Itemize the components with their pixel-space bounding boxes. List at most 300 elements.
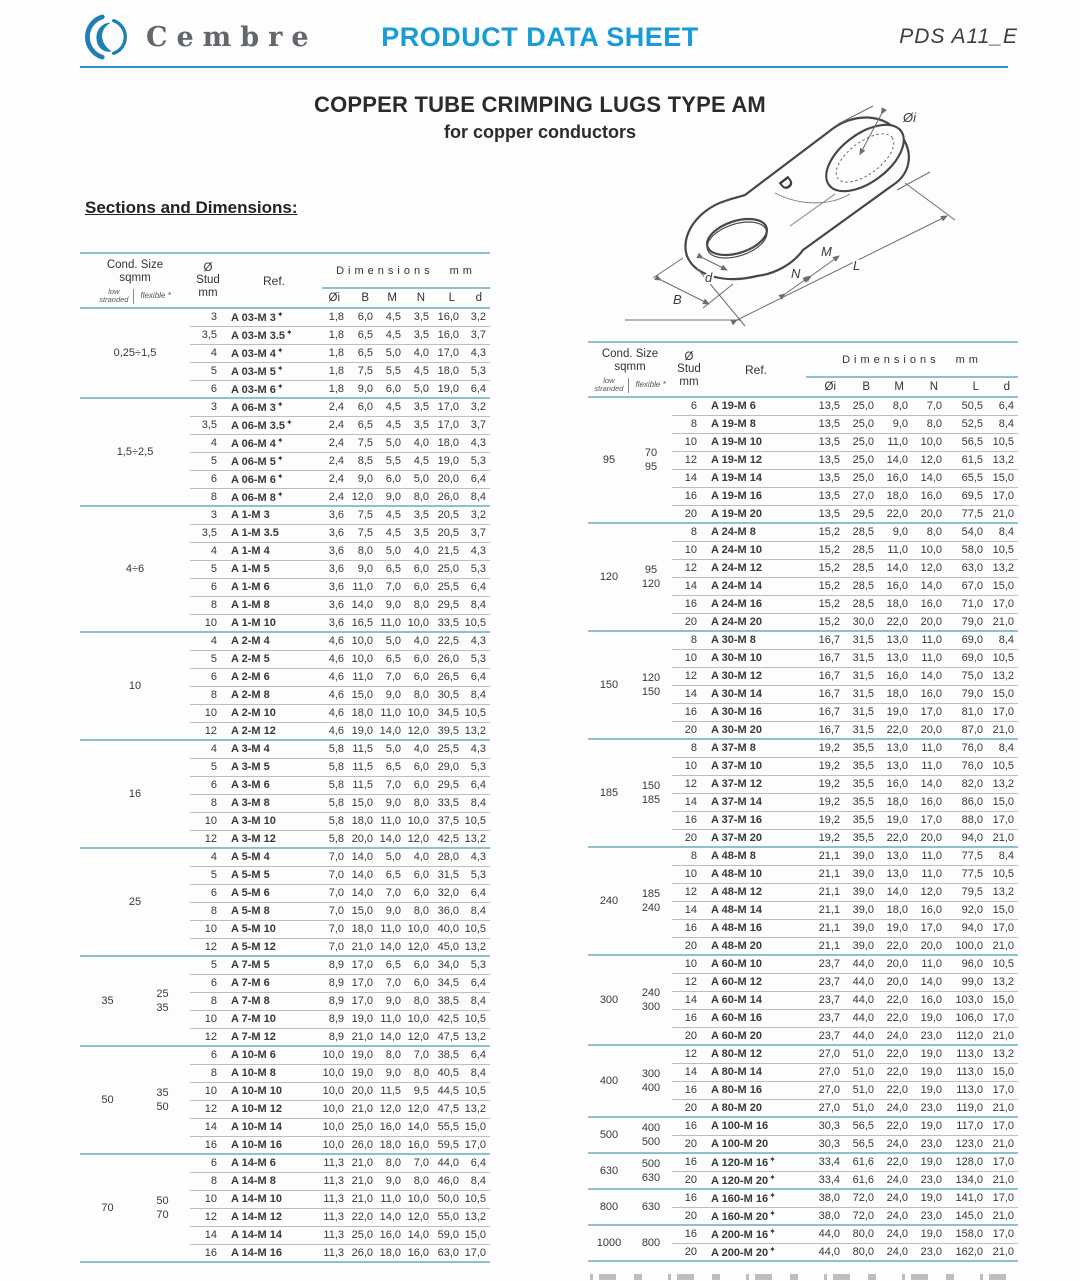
ref-cell (226, 1046, 322, 1064)
dim-value-cell: 17,0 (987, 703, 1018, 721)
dim-value-cell: 72,0 (844, 1189, 878, 1207)
dim-value-cell: 7,5 (348, 524, 377, 542)
dim-value-cell: 18,0 (377, 1244, 405, 1262)
dim-value-cell: 80,0 (844, 1225, 878, 1243)
dim-value-cell: 17,0 (433, 344, 463, 362)
ref-label: A 19-M 14 (711, 472, 762, 484)
flexible-label: flexible * (133, 289, 170, 304)
dim-value-cell: 6,4 (463, 668, 490, 686)
dim-value-cell: 15,0 (348, 794, 377, 812)
dim-value-cell: 88,0 (946, 811, 987, 829)
dim-value-cell: 13,2 (463, 1028, 490, 1046)
table-row (80, 398, 490, 416)
dim-value-cell: 11,3 (322, 1244, 348, 1262)
stud-size-cell: 14 (672, 901, 706, 919)
dim-value-cell: 16,7 (806, 685, 844, 703)
dim-value-cell: 20,0 (878, 955, 912, 973)
page-title: COPPER TUBE CRIMPING LUGS TYPE AM (314, 92, 766, 117)
stud-size-cell: 12 (672, 1045, 706, 1063)
dim-value-cell: 11,0 (912, 955, 946, 973)
dim-value-cell: 4,5 (377, 416, 405, 434)
cond-size-label: Cond. Size (106, 258, 164, 271)
dim-value-cell: 16,0 (912, 991, 946, 1009)
stud-size-cell: 20 (672, 505, 706, 523)
table-row (588, 847, 1018, 865)
dim-value-cell: 14,0 (912, 973, 946, 991)
dim-value-cell: 8,0 (405, 1064, 433, 1082)
dim-value-cell: 4,0 (405, 542, 433, 560)
ref-label: A 60-M 14 (711, 994, 762, 1006)
dim-value-cell: 9,0 (348, 380, 377, 398)
dim-value-cell: 38,0 (806, 1207, 844, 1225)
dim-value-cell: 56,5 (844, 1135, 878, 1153)
dim-value-cell: 16,7 (806, 649, 844, 667)
ref-label: A 2-M 4 (231, 635, 270, 648)
dim-value-cell: 13,2 (987, 451, 1018, 469)
dim-value-cell: 39,0 (844, 847, 878, 865)
dim-value-cell: 51,0 (844, 1099, 878, 1117)
stud-size-cell: 6 (672, 397, 706, 415)
ref-label: A 10-M 8 (231, 1067, 276, 1079)
dim-value-cell: 14,0 (377, 722, 405, 740)
ref-cell (226, 1226, 322, 1244)
dim-value-cell: 21,0 (987, 1027, 1018, 1045)
dim-value-cell: 39,0 (844, 883, 878, 901)
cond-size-low-cell: 630 (588, 1153, 630, 1189)
ref-cell (706, 505, 806, 523)
dim-value-cell: 11,5 (348, 740, 377, 758)
dim-value-cell: 8,4 (463, 488, 490, 506)
dim-value-cell: 65,5 (946, 469, 987, 487)
cond-size-cell: 1,5÷2,5 (80, 398, 190, 506)
dim-value-cell: 16,0 (912, 595, 946, 613)
stud-size-cell: 20 (672, 1099, 706, 1117)
dim-value-cell: 1,8 (322, 344, 348, 362)
dim-value-cell: 158,0 (946, 1225, 987, 1243)
cond-size-flexible-cell (630, 1153, 672, 1189)
stud-size-cell: 10 (672, 955, 706, 973)
cond-size-cell: 10 (80, 632, 190, 740)
dim-value-cell: 96,0 (946, 955, 987, 973)
dim-value-cell: 20,0 (912, 937, 946, 955)
ref-label: A 14-M 14 (231, 1229, 282, 1241)
ref-cell (226, 686, 322, 704)
dim-value-cell: 67,0 (946, 577, 987, 595)
stud-size-cell: 8 (190, 992, 226, 1010)
dim-value-cell: 11,0 (878, 433, 912, 451)
dim-value-cell: 26,0 (433, 650, 463, 668)
ref-cell (706, 595, 806, 613)
emboss-letter: D (774, 172, 798, 195)
ref-cell (706, 1099, 806, 1117)
dim-value-cell: 22,0 (878, 505, 912, 523)
dim-value-cell: 117,0 (946, 1117, 987, 1135)
table-row (80, 956, 490, 974)
dim-value-cell: 33,5 (433, 794, 463, 812)
dim-value-cell: 69,0 (946, 631, 987, 649)
table-row (588, 1225, 1018, 1243)
stud-size-cell: 6 (190, 470, 226, 488)
star-icon: ✦ (769, 1244, 776, 1254)
stud-size-cell: 4 (190, 344, 226, 362)
ref-label: A 120-M 20 (711, 1174, 769, 1187)
dim-value-cell: 15,0 (348, 902, 377, 920)
dim-value-cell: 8,4 (463, 1172, 490, 1190)
flexible-value: 800 (641, 1237, 661, 1249)
stud-size-cell: 8 (190, 488, 226, 506)
dim-value-cell: 10,5 (463, 614, 490, 632)
cond-size-flexible-cell (135, 956, 190, 1046)
dim-value-cell: 45,0 (433, 938, 463, 956)
dim-value-cell: 11,0 (912, 865, 946, 883)
cond-size-low-cell: 50 (80, 1046, 135, 1154)
ref-label: A 5-M 4 (231, 851, 270, 864)
dim-value-cell: 14,0 (377, 938, 405, 956)
dim-value-cell: 11,0 (348, 578, 377, 596)
stud-size-cell: 16 (672, 1081, 706, 1099)
dim-value-cell: 20,0 (878, 973, 912, 991)
dim-value-cell: 8,9 (322, 956, 348, 974)
dim-value-cell: 15,0 (987, 685, 1018, 703)
stud-size-cell: 20 (672, 721, 706, 739)
ref-cell (226, 1172, 322, 1190)
stud-size-cell: 8 (190, 686, 226, 704)
dim-col-l: L (433, 288, 463, 308)
dim-value-cell: 12,0 (405, 938, 433, 956)
dim-value-cell: 44,0 (844, 1027, 878, 1045)
cond-size-low-cell: 500 (588, 1117, 630, 1153)
dim-value-cell: 27,0 (806, 1081, 844, 1099)
dim-value-cell: 19,2 (806, 757, 844, 775)
dim-value-cell: 10,0 (322, 1118, 348, 1136)
dimensions-header: Dimensions mm (806, 342, 1018, 377)
dim-value-cell: 24,0 (878, 1135, 912, 1153)
ref-cell (706, 487, 806, 505)
dim-value-cell: 13,5 (806, 487, 844, 505)
ref-cell (706, 973, 806, 991)
dim-value-cell: 38,5 (433, 1046, 463, 1064)
dim-value-cell: 11,5 (348, 776, 377, 794)
dim-value-cell: 11,0 (912, 631, 946, 649)
dim-value-cell: 5,0 (377, 542, 405, 560)
dim-value-cell: 12,0 (377, 1100, 405, 1118)
dim-value-cell: 25,0 (433, 560, 463, 578)
table-row (588, 739, 1018, 757)
stud-size-cell: 5 (190, 956, 226, 974)
dim-value-cell: 12,0 (912, 559, 946, 577)
ref-label: A 48-M 10 (711, 868, 762, 880)
dim-value-cell: 44,0 (433, 1154, 463, 1172)
stud-size-cell: 14 (190, 1118, 226, 1136)
dim-value-cell: 76,0 (946, 739, 987, 757)
ref-label: A 60-M 20 (711, 1029, 762, 1042)
dim-value-cell: 13,2 (987, 775, 1018, 793)
dim-value-cell: 23,7 (806, 1009, 844, 1027)
ref-label: A 3-M 4 (231, 743, 270, 756)
table-row (588, 1189, 1018, 1207)
dim-value-cell: 22,0 (878, 1081, 912, 1099)
dim-value-cell: 10,0 (405, 1010, 433, 1028)
dim-value-cell: 6,0 (405, 758, 433, 776)
dim-value-cell: 2,4 (322, 434, 348, 452)
ref-label: A 24-M 12 (711, 562, 762, 574)
dim-value-cell: 7,0 (322, 884, 348, 902)
dim-value-cell: 29,0 (433, 758, 463, 776)
dim-value-cell: 21,1 (806, 847, 844, 865)
dim-value-cell: 22,0 (878, 829, 912, 847)
dim-value-cell: 23,7 (806, 991, 844, 1009)
stud-size-cell: 6 (190, 668, 226, 686)
dim-value-cell: 17,0 (348, 974, 377, 992)
dim-value-cell: 32,0 (433, 884, 463, 902)
dim-value-cell: 21,5 (433, 542, 463, 560)
ref-label: A 19-M 8 (711, 418, 756, 430)
dim-value-cell: 1,8 (322, 308, 348, 326)
dim-value-cell: 15,0 (987, 577, 1018, 595)
ref-label: A 06-M 6 (231, 474, 276, 486)
dim-value-cell: 16,7 (806, 667, 844, 685)
dim-value-cell: 51,0 (844, 1063, 878, 1081)
ref-cell (706, 829, 806, 847)
dim-value-cell: 22,0 (878, 1063, 912, 1081)
star-icon: ✦ (286, 328, 293, 337)
dim-value-cell: 19,0 (433, 380, 463, 398)
dim-value-cell: 17,0 (912, 919, 946, 937)
dim-value-cell: 19,0 (348, 722, 377, 740)
dim-value-cell: 11,0 (377, 812, 405, 830)
stud-size-cell: 3 (190, 398, 226, 416)
stud-size-cell: 3,5 (190, 416, 226, 434)
stud-size-cell: 3,5 (190, 326, 226, 344)
dim-value-cell: 28,5 (844, 541, 878, 559)
dim-value-cell: 6,0 (377, 470, 405, 488)
star-icon: ✦ (276, 381, 284, 391)
ref-cell (706, 451, 806, 469)
cond-size-low-cell: 800 (588, 1189, 630, 1225)
cond-size-flexible-cell (630, 739, 672, 847)
dim-label-d: d (705, 270, 713, 285)
dim-value-cell: 22,0 (878, 1117, 912, 1135)
dim-value-cell: 22,0 (348, 1208, 377, 1226)
flexible-value: 400 (641, 1122, 661, 1134)
dim-value-cell: 7,0 (405, 1046, 433, 1064)
stud-size-cell: 20 (672, 937, 706, 955)
dim-value-cell: 21,1 (806, 883, 844, 901)
ref-label: A 06-M 3.5 (231, 420, 286, 432)
dim-value-cell: 25,0 (844, 451, 878, 469)
star-icon: ✦ (276, 436, 284, 445)
stud-size-cell: 8 (190, 794, 226, 812)
ref-label: A 03-M 4 (231, 348, 276, 360)
dim-value-cell: 13,2 (463, 1100, 490, 1118)
dim-value-cell: 3,6 (322, 542, 348, 560)
ref-label: A 24-M 10 (711, 544, 762, 556)
stud-size-cell: 14 (672, 793, 706, 811)
ref-label: A 30-M 14 (711, 688, 762, 700)
dim-value-cell: 2,4 (322, 398, 348, 416)
flexible-value: 70 (644, 447, 658, 459)
ref-label: A 19-M 12 (711, 454, 762, 466)
dim-value-cell: 4,3 (463, 848, 490, 866)
dim-value-cell: 16,0 (433, 326, 463, 344)
ref-cell (706, 937, 806, 955)
dim-value-cell: 9,0 (377, 1172, 405, 1190)
stud-size-cell: 16 (672, 703, 706, 721)
cond-size-flexible-cell (630, 1225, 672, 1261)
star-icon: ✦ (276, 454, 284, 463)
dim-value-cell: 20,0 (912, 505, 946, 523)
dim-value-cell: 15,2 (806, 559, 844, 577)
dim-value-cell: 9,0 (377, 1064, 405, 1082)
dim-value-cell: 6,0 (405, 668, 433, 686)
dim-value-cell: 10,0 (405, 812, 433, 830)
ref-cell (226, 884, 322, 902)
ref-cell (706, 667, 806, 685)
ref-label: A 60-M 12 (711, 976, 762, 988)
dim-value-cell: 6,4 (463, 1154, 490, 1172)
dim-value-cell: 4,6 (322, 650, 348, 668)
ref-label: A 10-M 12 (231, 1103, 282, 1115)
dim-value-cell: 34,5 (433, 974, 463, 992)
dimensions-table-right (588, 341, 1018, 1262)
ref-label: A 1-M 3 (231, 509, 270, 522)
dim-value-cell: 13,2 (987, 973, 1018, 991)
dim-value-cell: 4,0 (405, 434, 433, 452)
dim-value-cell: 7,0 (377, 668, 405, 686)
ref-cell (226, 560, 322, 578)
ref-cell (226, 380, 322, 398)
dim-value-cell: 8,9 (322, 1028, 348, 1046)
stud-size-cell: 8 (190, 1172, 226, 1190)
dim-value-cell: 10,5 (987, 865, 1018, 883)
stud-size-cell: 14 (672, 991, 706, 1009)
ref-label: A 5-M 10 (231, 923, 276, 935)
doc-title: PRODUCT DATA SHEET (381, 22, 699, 52)
dim-value-cell: 6,0 (405, 776, 433, 794)
dim-col-n: N (405, 288, 433, 308)
dim-value-cell: 10,5 (463, 812, 490, 830)
flexible-value: 630 (641, 1201, 661, 1213)
dim-value-cell: 24,0 (878, 1099, 912, 1117)
dim-value-cell: 14,0 (348, 596, 377, 614)
dim-value-cell: 17,0 (348, 992, 377, 1010)
dim-value-cell: 44,0 (844, 1009, 878, 1027)
dim-value-cell: 99,0 (946, 973, 987, 991)
dim-value-cell: 72,0 (844, 1207, 878, 1225)
dim-value-cell: 10,5 (987, 649, 1018, 667)
dim-value-cell: 21,1 (806, 901, 844, 919)
dim-value-cell: 23,0 (912, 1027, 946, 1045)
dim-value-cell: 13,2 (463, 722, 490, 740)
dim-value-cell: 14,0 (405, 1118, 433, 1136)
ref-cell (706, 469, 806, 487)
ref-cell (706, 1153, 806, 1171)
dim-value-cell: 4,3 (463, 542, 490, 560)
star-icon: ✦ (276, 364, 284, 373)
dim-value-cell: 16,0 (878, 775, 912, 793)
stud-size-cell: 4 (190, 632, 226, 650)
dim-value-cell: 24,0 (878, 1225, 912, 1243)
ref-label: A 80-M 16 (711, 1084, 762, 1096)
table-row (80, 506, 490, 524)
dim-value-cell: 44,0 (844, 991, 878, 1009)
dim-value-cell: 13,5 (806, 415, 844, 433)
stud-size-cell: 12 (672, 667, 706, 685)
dim-value-cell: 14,0 (377, 1208, 405, 1226)
dim-value-cell: 10,5 (987, 541, 1018, 559)
dim-value-cell: 13,0 (878, 631, 912, 649)
table-row (588, 631, 1018, 649)
dim-value-cell: 59,0 (433, 1226, 463, 1244)
flexible-value: 95 (644, 461, 658, 473)
cond-size-low-cell: 120 (588, 523, 630, 631)
ref-label: A 2-M 6 (231, 671, 270, 683)
cutoff-text-fragment (590, 1274, 1018, 1280)
dim-value-cell: 27,0 (806, 1045, 844, 1063)
cond-size-low-cell: 95 (588, 397, 630, 523)
ref-label: A 24-M 16 (711, 598, 762, 610)
dim-value-cell: 20,5 (433, 506, 463, 524)
dim-value-cell: 7,0 (322, 866, 348, 884)
stud-size-cell: 12 (672, 883, 706, 901)
flexible-label: flexible * (628, 378, 665, 393)
ref-header: Ref. (706, 342, 806, 397)
dim-value-cell: 21,1 (806, 865, 844, 883)
dim-value-cell: 13,0 (878, 649, 912, 667)
flexible-value: 500 (641, 1136, 661, 1148)
ref-cell (706, 811, 806, 829)
dim-value-cell: 7,0 (322, 848, 348, 866)
dim-value-cell: 11,3 (322, 1190, 348, 1208)
ref-label: A 3-M 10 (231, 815, 276, 827)
dim-value-cell: 20,0 (348, 1082, 377, 1100)
dim-col-m: M (377, 288, 405, 308)
dim-value-cell: 14,0 (878, 451, 912, 469)
dim-value-cell: 44,5 (433, 1082, 463, 1100)
dim-value-cell: 10,5 (987, 757, 1018, 775)
dim-value-cell: 6,0 (405, 884, 433, 902)
ref-label: A 60-M 16 (711, 1012, 762, 1024)
table-row (588, 397, 1018, 415)
dim-value-cell: 35,5 (844, 739, 878, 757)
dim-label-n: N (791, 266, 801, 281)
stud-size-cell: 5 (190, 650, 226, 668)
ref-label: A 24-M 14 (711, 580, 762, 592)
stud-size-cell: 12 (672, 775, 706, 793)
dim-value-cell: 6,4 (463, 776, 490, 794)
cond-size-cell: 25 (80, 848, 190, 956)
stud-size-cell: 16 (672, 1225, 706, 1243)
dim-value-cell: 19,0 (348, 1064, 377, 1082)
dim-value-cell: 54,0 (946, 523, 987, 541)
stud-size-cell: 5 (190, 362, 226, 380)
stud-size-cell: 8 (190, 902, 226, 920)
dim-label-oi: Øi (903, 110, 916, 125)
dim-value-cell: 8,4 (463, 902, 490, 920)
flexible-value: 35 (156, 1087, 169, 1099)
ref-label: A 3-M 5 (231, 761, 270, 773)
dim-value-cell: 11,0 (377, 1190, 405, 1208)
dim-value-cell: 23,0 (912, 1207, 946, 1225)
dim-value-cell: 35,5 (844, 829, 878, 847)
dim-value-cell: 5,0 (377, 632, 405, 650)
dim-value-cell: 23,0 (912, 1135, 946, 1153)
dim-value-cell: 8,0 (405, 686, 433, 704)
dim-value-cell: 35,5 (844, 811, 878, 829)
star-icon: ✦ (276, 310, 284, 320)
dim-value-cell: 106,0 (946, 1009, 987, 1027)
table-row (588, 1045, 1018, 1063)
